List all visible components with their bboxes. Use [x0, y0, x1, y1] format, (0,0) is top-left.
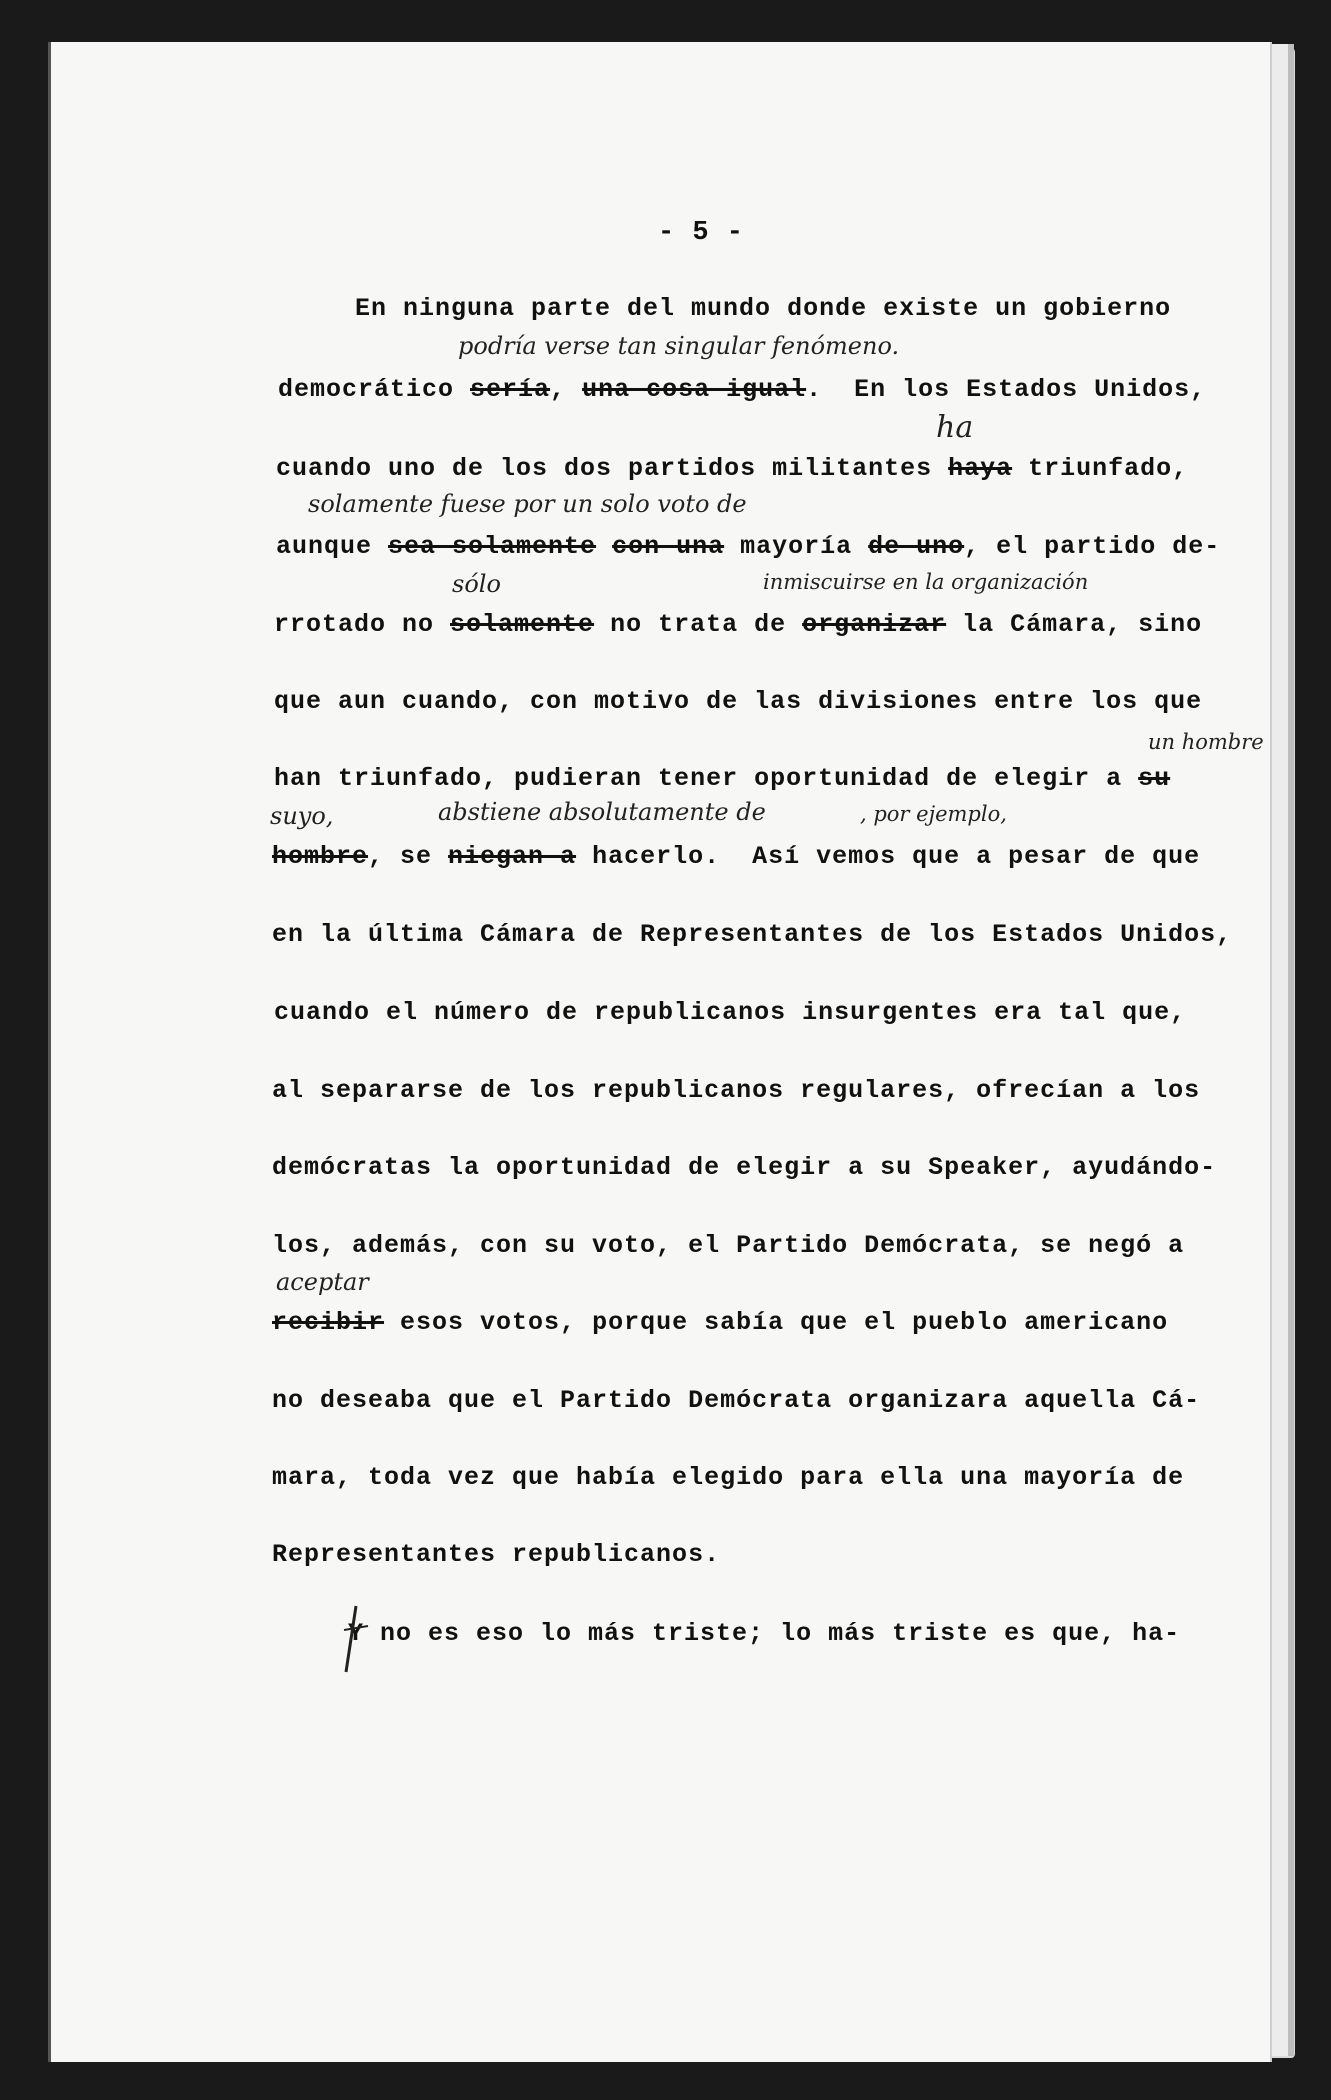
line-7-before: han triunfado, pudieran tener oportunidad de elegir a [274, 764, 1139, 793]
line-8-struck-2: niegan a [448, 842, 577, 871]
text-line-3 [276, 454, 1188, 483]
line-8-after: hacerlo. Así vemos que a pesar de que [576, 842, 1201, 871]
line-2-struck-1: sería [470, 375, 551, 404]
line-3-before: cuando uno de los dos partidos militantes [276, 454, 949, 483]
line-14-struck-1: recibir [272, 1308, 385, 1337]
line-5-struck-2: organizar [802, 610, 947, 639]
line-8-struck-1: hombre [272, 842, 369, 871]
line-5-before: rrotado no [274, 610, 451, 639]
handwritten-insert-line-14: aceptar [276, 1268, 369, 1296]
text-line-7 [274, 764, 1170, 793]
handwritten-insert-line-2: podría verse tan singular fenómeno. [458, 332, 900, 360]
paragraph-mark-icon [334, 1602, 374, 1682]
line-5-after: la Cámara, sino [946, 610, 1203, 639]
text-line-13: los, además, con su voto, el Partido Demócrata, se negó a [272, 1231, 1185, 1260]
text-line-9: en la última Cámara de Representantes de los Estados Unidos, [272, 920, 1233, 949]
text-line-1: En ninguna parte del mundo donde existe un gobierno [355, 294, 1172, 323]
text-line-2 [278, 375, 1206, 404]
line-2-before: democrático [278, 375, 471, 404]
line-4-after: , el partido de- [964, 532, 1221, 561]
line-2-mid: , [550, 375, 583, 404]
text-line-16: mara, toda vez que había elegido para ella una mayoría de [272, 1463, 1185, 1492]
text-line-6: que aun cuando, con motivo de las divisiones entre los que [274, 687, 1203, 716]
handwritten-insert-line-3: ha [936, 410, 974, 445]
handwritten-insert-line-5-a: sólo [452, 570, 501, 598]
handwritten-insert-line-8-c: , por ejemplo, [860, 802, 1007, 826]
line-14-after: esos votos, porque sabía que el pueblo americano [384, 1308, 1169, 1337]
line-4-mid [596, 532, 612, 561]
text-line-14 [272, 1308, 1168, 1337]
line-4-struck-2: con una [612, 532, 725, 561]
document-page [48, 42, 1270, 2062]
handwritten-insert-line-7: un hombre [1148, 730, 1264, 754]
handwritten-insert-line-8-b: abstiene absolutamente de [438, 798, 766, 826]
handwritten-insert-line-5-b: inmiscuirse en la organización [763, 570, 1089, 594]
text-line-15: no deseaba que el Partido Demócrata organizara aquella Cá- [272, 1386, 1201, 1415]
line-5-mid: no trata de [594, 610, 803, 639]
handwritten-insert-line-8-a: suyo, [270, 802, 334, 830]
line-4-mid-2: mayoría [724, 532, 869, 561]
text-line-5 [274, 610, 1202, 639]
line-4-before: aunque [276, 532, 389, 561]
text-line-12: demócratas la oportunidad de elegir a su Speaker, ayudándo- [272, 1153, 1217, 1182]
line-2-struck-2: una cosa igual [582, 375, 807, 404]
text-line-4 [276, 532, 1220, 561]
line-8-mid: , se [368, 842, 449, 871]
handwritten-insert-line-4: solamente fuese por un solo voto de [308, 490, 747, 518]
line-4-struck-1: sea solamente [388, 532, 597, 561]
text-line-11: al separarse de los republicanos regulares, ofrecían a los [272, 1076, 1201, 1105]
typed-text [48, 42, 1270, 2062]
line-3-struck-1: haya [948, 454, 1013, 483]
line-7-struck-1: su [1138, 764, 1171, 793]
line-3-after: triunfado, [1012, 454, 1189, 483]
line-5-struck-1: solamente [450, 610, 595, 639]
text-line-8 [272, 842, 1200, 871]
text-line-17: Representantes republicanos. [272, 1540, 721, 1569]
text-line-10: cuando el número de republicanos insurgentes era tal que, [274, 998, 1187, 1027]
text-line-18: Y no es eso lo más triste; lo más triste es que, ha- [348, 1619, 1181, 1648]
line-2-after: . En los Estados Unidos, [806, 375, 1207, 404]
page-number: - 5 - [658, 218, 745, 248]
line-4-struck-3: de uno [868, 532, 965, 561]
